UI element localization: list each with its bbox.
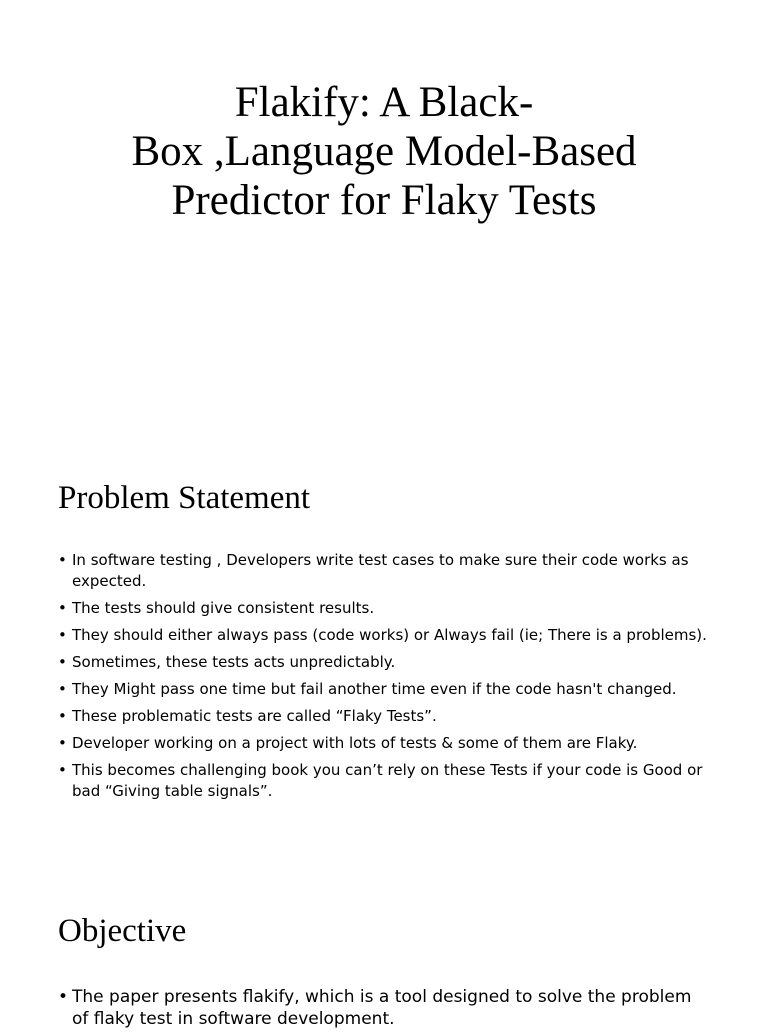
list-item: • These problematic tests are called “Flaky Tests”.: [58, 706, 708, 727]
slide-title: [0, 78, 768, 225]
problem-statement-heading: Problem Statement: [58, 480, 311, 516]
list-item: • Developer working on a project with lots of tests & some of them are Flaky.: [58, 733, 708, 754]
list-item: • They should either always pass (code works) or Always fail (ie; There is a problems).: [58, 625, 708, 646]
list-item: • This becomes challenging book you can’t rely on these Tests if your code is Good or bad “Giving table signals”.: [58, 760, 708, 802]
list-item: • The tests should give consistent results.: [58, 598, 708, 619]
title-line-2: Box ,Language Model-Based: [131, 128, 637, 175]
title-line-3: Predictor for Flaky Tests: [171, 177, 597, 224]
objective-heading: Objective: [58, 913, 187, 949]
list-item: • In software testing , Developers write test cases to make sure their code works as expected.: [58, 550, 708, 592]
list-item: • Sometimes, these tests acts unpredictably.: [58, 652, 708, 673]
list-item: • They Might pass one time but fail another time even if the code hasn't changed.: [58, 679, 708, 700]
title-line-1: Flakify: A Black-: [234, 79, 534, 126]
objective-list: [58, 986, 708, 1036]
list-item: • The paper presents flakify, which is a tool designed to solve the problem of flaky test in software development.: [58, 986, 708, 1030]
problem-statement-list: [58, 550, 708, 808]
